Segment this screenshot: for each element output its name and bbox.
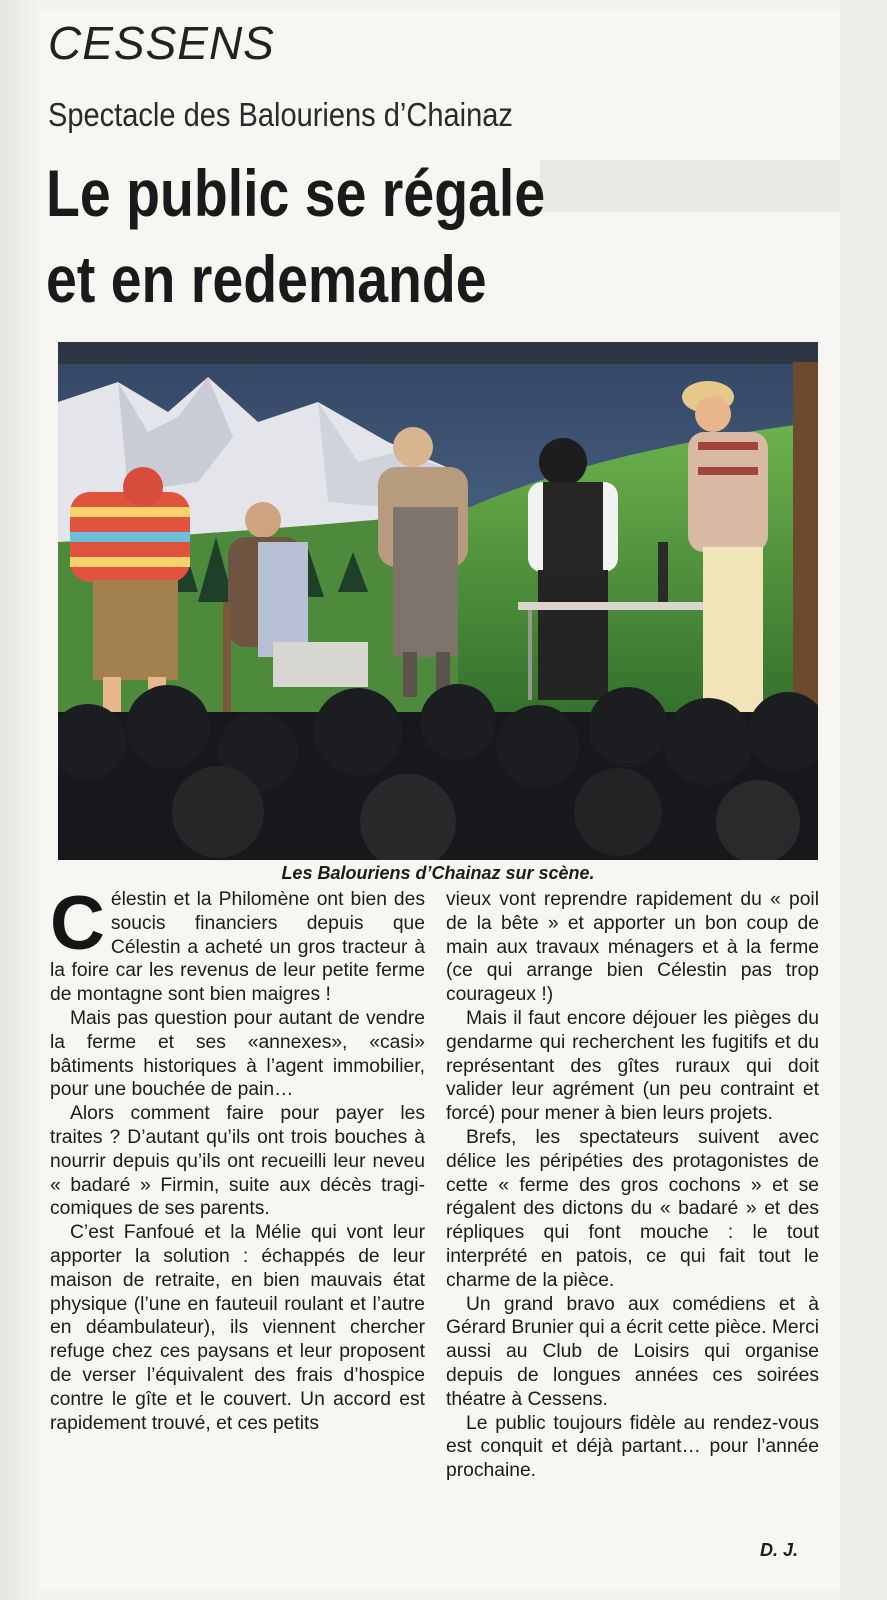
headline-line-2: et en redemande (46, 242, 487, 316)
article-column-left (50, 881, 425, 1435)
page-right-margin (840, 0, 887, 1600)
audience-heads (58, 684, 818, 860)
paragraph: Le public toujours fidèle au rendez-vous est conquit et déjà partant… pour l’année prochaine. (446, 1412, 819, 1482)
paragraph: Brefs, les spectateurs suivent avec délice les péripéties des protagonistes de cette « ferme des gros cochons » et se régalent des dictons du « badaré » et des répliques qui font mouche : le tout interprété en patois, ce qui fait tout le charme de la pièce. (446, 1126, 819, 1291)
article-subtitle: Spectacle des Balouriens d’Chainaz (48, 96, 513, 133)
author-signature: D. J. (760, 1540, 799, 1560)
drop-cap: C (50, 881, 105, 966)
page-left-margin (0, 0, 40, 1600)
stage-photo (58, 342, 818, 860)
paragraph: Mais il faut encore déjouer les pièges du gendarme qui recherchent les fugitifs et du représentant des gîtes ruraux qui doit valider leur agrément (un peu contraint et forcé) pour mener à bien leurs projets. (446, 1007, 819, 1125)
article-headline (46, 150, 545, 322)
stage-photo-illustration (58, 342, 818, 860)
article-location: CESSENS (48, 17, 275, 69)
paragraph: Un grand bravo aux comédiens et à Gérard Brunier qui a écrit cette pièce. Merci aussi au Club de Loisirs qui organise depuis de longues années ces soirées théatre à Cessens. (446, 1293, 819, 1410)
photo-caption: Les Balouriens d’Chainaz sur scène. (281, 863, 595, 883)
paragraph: Mais pas question pour autant de vendre la ferme et ses «annexes», «casi» bâtiments historiques à l’agent immobilier, pour une bouchée de pain… (50, 1007, 425, 1101)
paragraph: Alors comment faire pour payer les traites ? D’autant qu’ils ont trois bouches à nourrir depuis qu’ils ont recueilli leur neveu « badaré » Firmin, suite aux décès tragi-comiques de ses parents. (50, 1103, 425, 1220)
bleedthrough-box (540, 160, 840, 212)
paragraph: C’est Fanfoué et la Mélie qui vont leur apporter la solution : échappés de leur maison de retraite, en bien mauvais état physique (l’une en fauteuil roulant et l’autre en déambulateur), ils viennent chercher refuge chez ces paysans et leur proposent de verser l’équivalent des frais d’hospice contre le gîte et le couvert. Un accord est rapidement trouvé, et ces petits (50, 1222, 425, 1434)
headline-line-1: Le public se régale (46, 156, 546, 230)
paragraph: vieux vont reprendre rapidement du « poil de la bête » et apporter un bon coup de main aux travaux ménagers et à la ferme (ce qui arrange bien Célestin pas trop courageux !) (446, 889, 819, 1006)
article-column-right (446, 888, 819, 1483)
paragraph: Célestin et la Philomène ont bien des soucis financiers depuis que Célestin a acheté un gros tracteur à la foire car les revenus de leur petite ferme de montagne sont bien maigres ! (50, 881, 425, 1006)
